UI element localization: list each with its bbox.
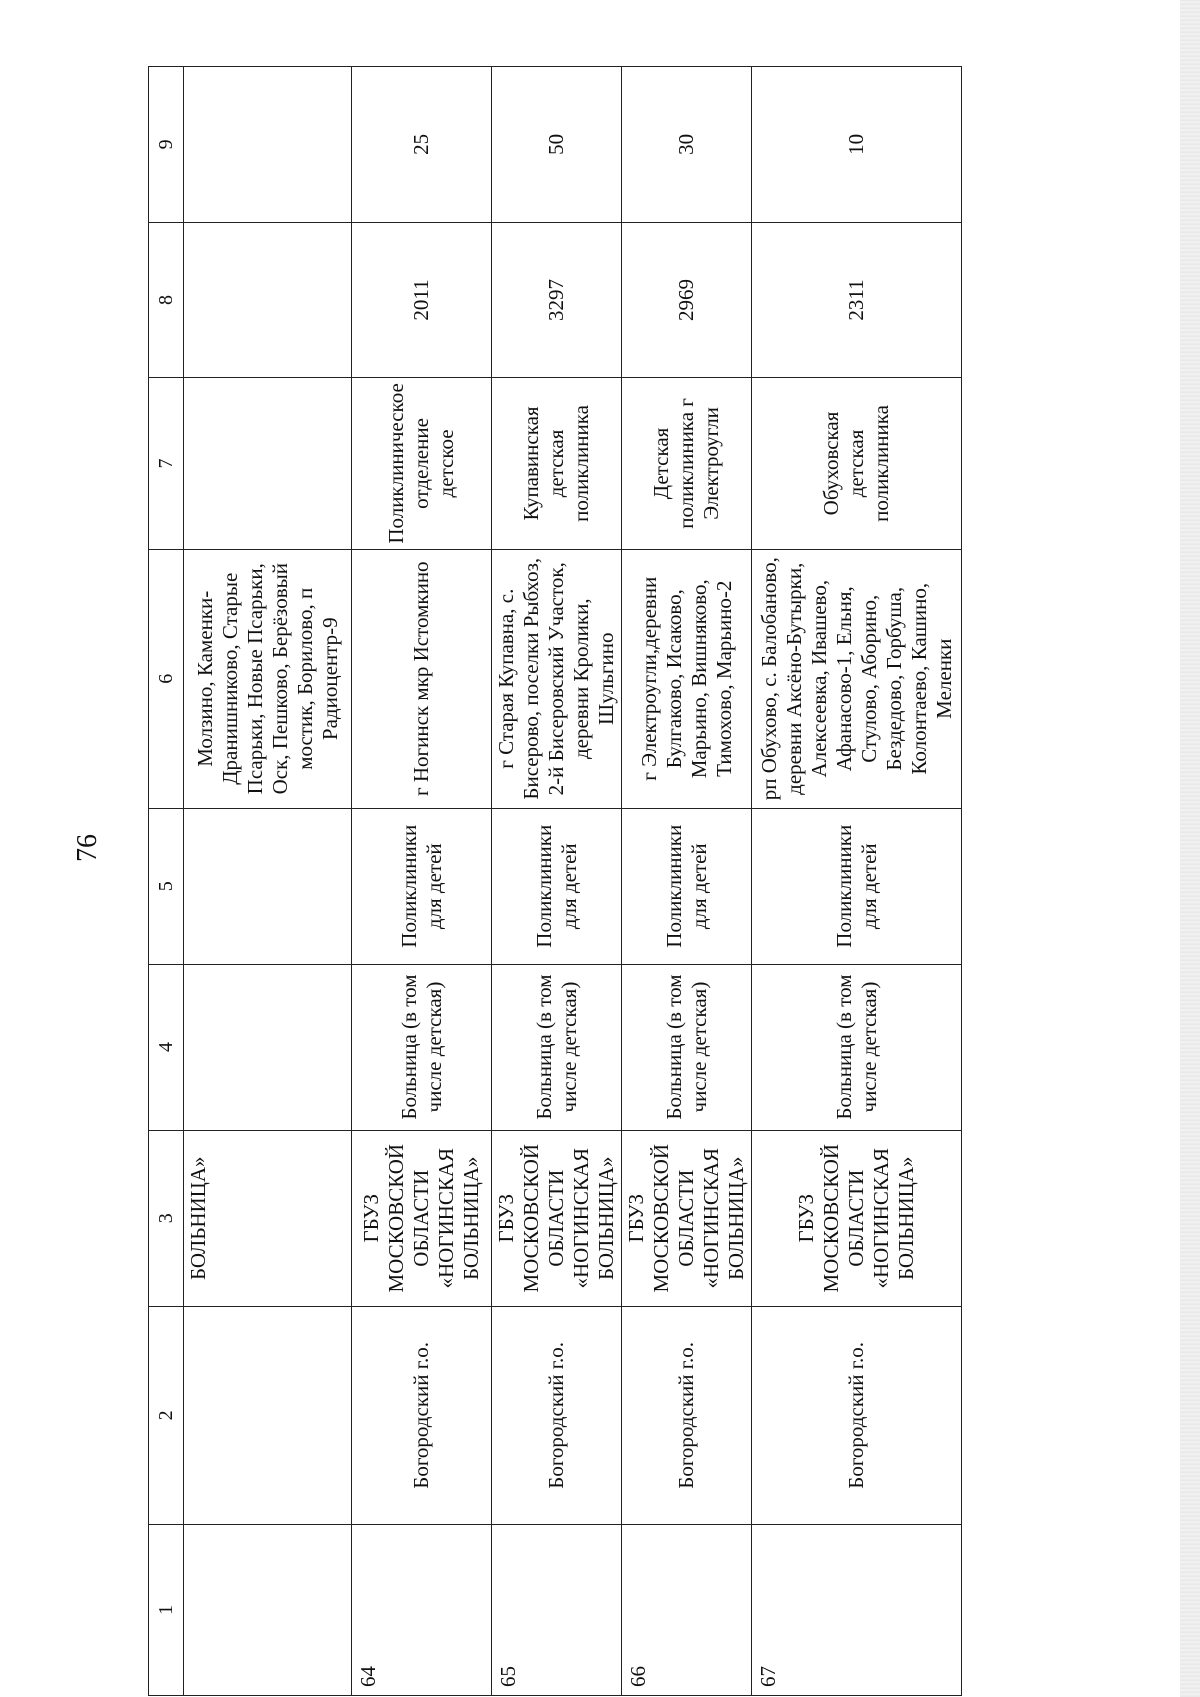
department-cell: Обуховская детская поликлиника [752,378,962,549]
value-cell: 10 [752,67,962,223]
column-number-9: 9 [149,67,184,223]
column-number-1: 1 [149,1524,184,1695]
rotated-table-container [148,50,1178,1696]
localities-cell: г Старая Купавна, с. Бисерово, поселки Рыбхоз, 2-й Бисеровский Участок, деревни Кролики, Шульгино [492,549,622,808]
organization-cell: БОЛЬНИЦА» [184,1130,352,1306]
data-table [148,66,962,1696]
value-cell: 30 [622,67,752,223]
district-cell: Богородский г.о. [492,1306,622,1524]
district-cell: Богородский г.о. [752,1306,962,1524]
district-cell [184,1306,352,1524]
subdivision-cell: Поликлиники для детей [622,808,752,964]
population-cell: 2311 [752,222,962,378]
organization-cell: ГБУЗ МОСКОВСКОЙ ОБЛАСТИ «НОГИНСКАЯ БОЛЬНИЦА» [752,1130,962,1306]
facility-type-cell: Больница (в том числе детская) [352,964,492,1130]
row-number: 64 [352,1524,492,1695]
facility-type-cell: Больница (в том числе детская) [622,964,752,1130]
subdivision-cell: Поликлиники для детей [752,808,962,964]
value-cell: 50 [492,67,622,223]
scan-edge-strip [1180,0,1200,1697]
column-number-row [149,67,184,1696]
population-cell [184,222,352,378]
department-cell: Поликлиническое отделение детское [352,378,492,549]
localities-cell: г Электроугли,деревни Булгаково, Исаково, Марьино, Вишняково, Тимохово, Марьино-2 [622,549,752,808]
value-cell: 25 [352,67,492,223]
localities-cell: Молзино, Каменки-Дранишниково, Старые Псарьки, Новые Псарьки, Оск, Пешково, Берёзовый мостик, Борилово, п Радиоцентр-9 [184,549,352,808]
population-cell: 2969 [622,222,752,378]
department-cell [184,378,352,549]
column-number-8: 8 [149,222,184,378]
department-cell: Купавинская детская поликлиника [492,378,622,549]
row-number: 66 [622,1524,752,1695]
subdivision-cell: Поликлиники для детей [492,808,622,964]
column-number-6: 6 [149,549,184,808]
department-cell: Детская поликлиника г Электроугли [622,378,752,549]
table-row [752,67,962,1696]
population-cell: 2011 [352,222,492,378]
row-number: 65 [492,1524,622,1695]
table-row [352,67,492,1696]
district-cell: Богородский г.о. [352,1306,492,1524]
subdivision-cell [184,808,352,964]
column-number-2: 2 [149,1306,184,1524]
value-cell [184,67,352,223]
row-number: 67 [752,1524,962,1695]
subdivision-cell: Поликлиники для детей [352,808,492,964]
row-number [184,1524,352,1695]
district-cell: Богородский г.о. [622,1306,752,1524]
facility-type-cell: Больница (в том числе детская) [492,964,622,1130]
column-number-3: 3 [149,1130,184,1306]
column-number-7: 7 [149,378,184,549]
organization-cell: ГБУЗ МОСКОВСКОЙ ОБЛАСТИ «НОГИНСКАЯ БОЛЬНИЦА» [622,1130,752,1306]
organization-cell: ГБУЗ МОСКОВСКОЙ ОБЛАСТИ «НОГИНСКАЯ БОЛЬНИЦА» [492,1130,622,1306]
facility-type-cell [184,964,352,1130]
localities-cell: рп Обухово, с. Балобаново, деревни Аксёно-Бутырки, Алексеевка, Ивашево, Афанасово-1, Ельня, Стулово, Аборино, Бездедово, Горбуша, Колонтаево, Кашино, Меленки [752,549,962,808]
column-number-4: 4 [149,964,184,1130]
table-row [184,67,352,1696]
page-number: 76 [72,834,103,862]
population-cell: 3297 [492,222,622,378]
table-row [622,67,752,1696]
localities-cell: г Ногинск мкр Истомкино [352,549,492,808]
facility-type-cell: Больница (в том числе детская) [752,964,962,1130]
column-number-5: 5 [149,808,184,964]
table-row [492,67,622,1696]
organization-cell: ГБУЗ МОСКОВСКОЙ ОБЛАСТИ «НОГИНСКАЯ БОЛЬНИЦА» [352,1130,492,1306]
